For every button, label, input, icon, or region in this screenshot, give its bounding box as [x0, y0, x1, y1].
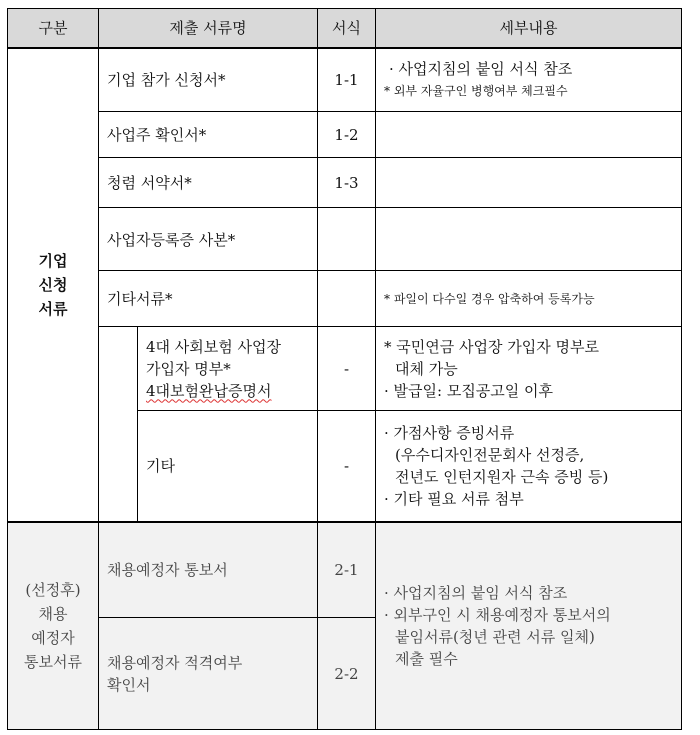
doc-name: [138, 327, 318, 411]
detail-note: * 외부 자율구인 병행여부 체크필수: [384, 83, 568, 98]
document-table: [7, 8, 682, 730]
doc-name: [99, 618, 318, 730]
section2-category: [8, 522, 99, 730]
doc-detail: [376, 522, 682, 730]
doc-name-line: 채용예정자 통보서: [107, 560, 228, 579]
section2-category-line: 채용: [38, 604, 68, 623]
detail-line: · 가점사항 증빙서류: [384, 423, 515, 442]
section1-category: [8, 48, 99, 522]
header-doc-name: 제출 서류명: [99, 9, 318, 48]
doc-name-line: 4대 사회보험 사업장: [146, 337, 282, 356]
form-number: 2-1: [318, 522, 376, 618]
section2-category-line: 통보서류: [24, 652, 82, 671]
doc-name: 기타서류*: [99, 271, 318, 327]
doc-name: [99, 522, 318, 618]
detail-line: 제출 필수: [395, 649, 458, 668]
doc-name: 기업 참가 신청서*: [99, 48, 318, 112]
detail-line: · 기타 필요 서류 첨부: [384, 489, 524, 508]
doc-name: 사업주 확인서*: [99, 112, 318, 158]
table-row: [8, 48, 682, 112]
doc-name: [138, 411, 318, 522]
header-category: 구분: [8, 9, 99, 48]
doc-name-line: 채용예정자 적격여부: [107, 653, 243, 672]
doc-name: 사업자등록증 사본*: [99, 208, 318, 271]
form-number: -: [318, 411, 376, 522]
table-row: [8, 522, 682, 618]
detail-line: · 외부구인 시 채용예정자 통보서의: [384, 605, 611, 624]
doc-detail: [376, 411, 682, 522]
detail-line: · 사업지침의 붙임 서식 참조: [384, 583, 568, 602]
doc-name-line: 4대보험완납증명서: [146, 381, 272, 400]
table-row: [8, 158, 682, 208]
doc-detail: [376, 158, 682, 208]
table-row: [8, 327, 682, 411]
sub-indent-cell: [99, 327, 138, 522]
form-number: -: [318, 327, 376, 411]
doc-name-line: 가입자 명부*: [146, 359, 231, 378]
table-row: [8, 208, 682, 271]
doc-detail: [376, 208, 682, 271]
detail-line: · 발급일: 모집공고일 이후: [384, 381, 554, 400]
header-row: [8, 9, 682, 48]
doc-detail: [376, 112, 682, 158]
doc-name-line: 기타: [146, 456, 175, 475]
detail-line: (우수디자인전문회사 선정증,: [395, 445, 585, 464]
table-row: [8, 271, 682, 327]
form-number: 1-3: [318, 158, 376, 208]
header-details: 세부내용: [376, 9, 682, 48]
form-number: 1-1: [318, 48, 376, 112]
detail-line: * 국민연금 사업장 가입자 명부로: [384, 337, 599, 356]
detail-line: 대체 가능: [395, 359, 458, 378]
table-row: [8, 112, 682, 158]
header-form: 서식: [318, 9, 376, 48]
doc-detail: [376, 327, 682, 411]
section1-category-line: 기업: [38, 251, 68, 270]
doc-detail: [376, 271, 682, 327]
form-number: 1-2: [318, 112, 376, 158]
section2-category-line: 예정자: [31, 628, 75, 647]
detail-line: · 사업지침의 붙임 서식 참조: [389, 59, 573, 78]
form-number: 2-2: [318, 618, 376, 730]
section1-category-line: 신청: [38, 275, 68, 294]
form-number: [318, 208, 376, 271]
doc-name: 청렴 서약서*: [99, 158, 318, 208]
section2-category-line: (선정후): [25, 580, 81, 599]
section1-category-line: 서류: [38, 299, 68, 318]
detail-note: * 파일이 다수일 경우 압축하여 등록가능: [384, 291, 595, 306]
detail-line: 붙임서류(청년 관련 서류 일체): [395, 627, 595, 646]
form-number: [318, 271, 376, 327]
doc-name-line: 확인서: [107, 675, 151, 694]
detail-line: 전년도 인턴지원자 근속 증빙 등): [395, 467, 609, 486]
doc-detail: [376, 48, 682, 112]
